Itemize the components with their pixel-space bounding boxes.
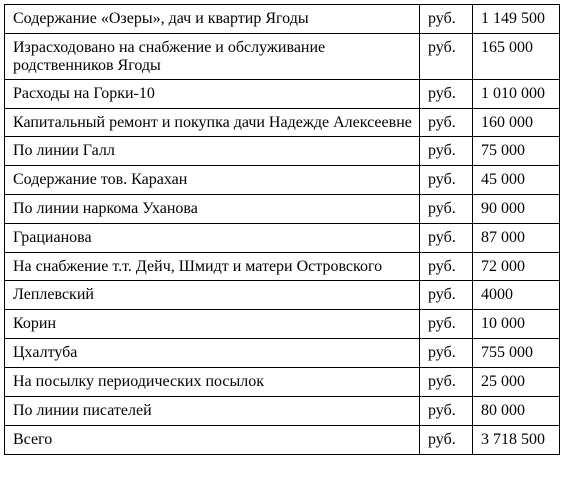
expense-description: По линии наркома Уханова — [5, 195, 420, 224]
expense-description: На снабжение т.т. Дейч, Шмидт и матери Островского — [5, 253, 420, 281]
table-row-total — [5, 426, 560, 455]
expense-description: Цхалтуба — [5, 339, 420, 368]
currency-unit: руб. — [420, 109, 473, 137]
table-row — [5, 368, 560, 397]
currency-unit: руб. — [420, 166, 473, 195]
currency-unit: руб. — [420, 426, 473, 455]
expense-amount: 4000 — [473, 281, 560, 310]
currency-unit: руб. — [420, 195, 473, 224]
table-row — [5, 339, 560, 368]
table-row — [5, 195, 560, 224]
currency-unit: руб. — [420, 397, 473, 426]
currency-unit: руб. — [420, 281, 473, 310]
expense-amount: 90 000 — [473, 195, 560, 224]
expense-description: Израсходовано на снабжение и обслуживание родственников Ягоды — [5, 34, 420, 80]
currency-unit: руб. — [420, 253, 473, 281]
table-row — [5, 397, 560, 426]
expense-description: Леплевский — [5, 281, 420, 310]
expense-amount: 45 000 — [473, 166, 560, 195]
expense-amount: 1 149 500 — [473, 5, 560, 34]
table-row — [5, 137, 560, 166]
expense-description: Содержание «Озеры», дач и квартир Ягоды — [5, 5, 420, 34]
currency-unit: руб. — [420, 80, 473, 109]
expense-description: Грацианова — [5, 224, 420, 253]
currency-unit: руб. — [420, 224, 473, 253]
currency-unit: руб. — [420, 368, 473, 397]
expense-amount: 755 000 — [473, 339, 560, 368]
expense-description: Содержание тов. Карахан — [5, 166, 420, 195]
currency-unit: руб. — [420, 137, 473, 166]
table-row — [5, 224, 560, 253]
expense-amount: 165 000 — [473, 34, 560, 80]
expense-description: По линии Галл — [5, 137, 420, 166]
expense-description: Расходы на Горки-10 — [5, 80, 420, 109]
expense-amount: 87 000 — [473, 224, 560, 253]
table-row — [5, 80, 560, 109]
table-row — [5, 166, 560, 195]
currency-unit: руб. — [420, 310, 473, 339]
expense-amount: 25 000 — [473, 368, 560, 397]
expense-amount: 72 000 — [473, 253, 560, 281]
expense-description: По линии писателей — [5, 397, 420, 426]
expenses-table — [4, 4, 560, 455]
expense-amount: 160 000 — [473, 109, 560, 137]
total-label: Всего — [5, 426, 420, 455]
table-row — [5, 281, 560, 310]
expense-description: Капитальный ремонт и покупка дачи Надежде Алексеевне — [5, 109, 420, 137]
table-row — [5, 310, 560, 339]
table-row — [5, 5, 560, 34]
currency-unit: руб. — [420, 339, 473, 368]
expense-amount: 80 000 — [473, 397, 560, 426]
table-row — [5, 34, 560, 80]
expense-description: Корин — [5, 310, 420, 339]
total-amount: 3 718 500 — [473, 426, 560, 455]
currency-unit: руб. — [420, 34, 473, 80]
expense-description: На посылку периодических посылок — [5, 368, 420, 397]
currency-unit: руб. — [420, 5, 473, 34]
expense-amount: 1 010 000 — [473, 80, 560, 109]
table-row — [5, 253, 560, 281]
expense-amount: 10 000 — [473, 310, 560, 339]
table-row — [5, 109, 560, 137]
expense-amount: 75 000 — [473, 137, 560, 166]
